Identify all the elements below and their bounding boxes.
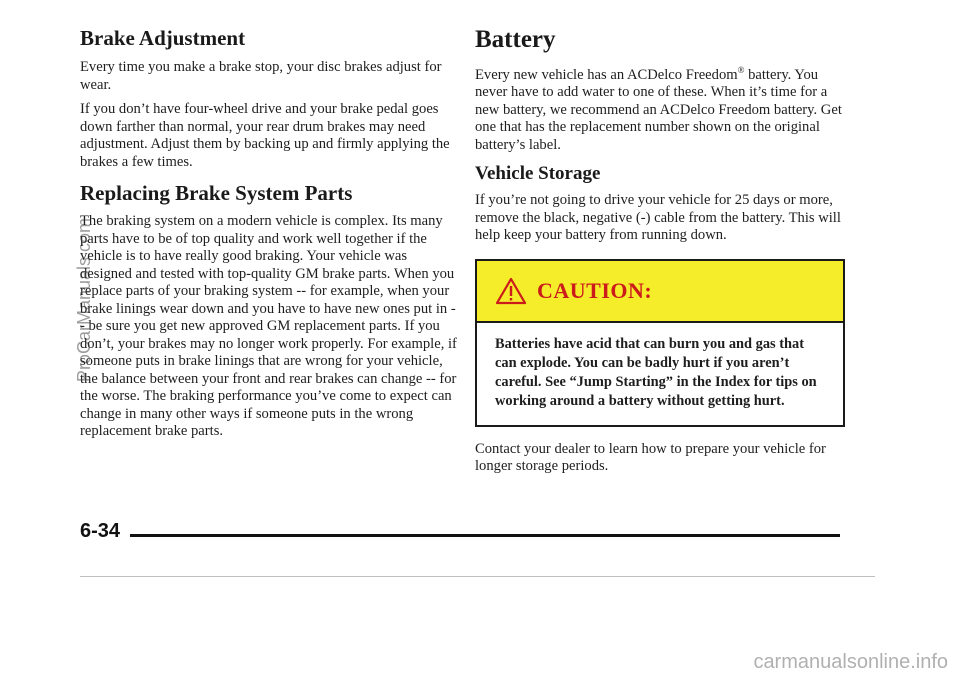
caution-title: CAUTION: (537, 277, 653, 303)
storage-dealer-paragraph: Contact your dealer to learn how to prepare your vehicle for longer storage periods. (475, 440, 826, 475)
footer-rule (130, 534, 840, 537)
caution-text: Batteries have acid that can burn you and gas that can explode. You can be badly hurt if you aren’t careful. See “Jump Starting” in the Index for tips on working around a battery without getting hurt. (495, 335, 817, 409)
caution-header (477, 261, 843, 323)
brake-adjustment-heading: Brake Adjustment (80, 26, 246, 50)
page-number: 6-34 (80, 520, 121, 542)
bottom-watermark: carmanualsonline.info (753, 651, 948, 673)
page-footer (80, 520, 840, 550)
side-watermark (74, 218, 92, 458)
battery-paragraph (475, 62, 847, 154)
battery-text-start: Every new vehicle has an ACDelco Freedom (475, 66, 738, 83)
brake-adjustment-paragraph-2: If you don’t have four-wheel drive and your brake pedal goes down farther than normal, your rear drum brakes may need adjustment. Adjust them by backing up and firmly applying the brakes a few times. (80, 101, 450, 170)
battery-heading: Battery (475, 26, 556, 53)
vehicle-storage-heading: Vehicle Storage (475, 163, 601, 185)
side-watermark-text: ProCarManuals.com (74, 218, 94, 383)
registered-mark: ® (737, 65, 745, 75)
battery-text-end: battery. You never have to add water to one of these. When it’s time for a new battery, we recommend an ACDelco Freedom battery. Get one that has the replacement number shown on the original battery’s label. (475, 66, 842, 153)
brake-adjustment-paragraph-1: Every time you make a brake stop, your disc brakes adjust for wear. (80, 59, 442, 93)
left-column (80, 26, 458, 448)
caution-box (475, 259, 845, 427)
vehicle-storage-paragraph: If you’re not going to drive your vehicle for 25 days or more, remove the black, negative (-) cable from the battery. This will help keep your battery from running down. (475, 192, 841, 244)
replacing-parts-heading: Replacing Brake System Parts (80, 181, 353, 205)
right-column (475, 26, 847, 483)
replacing-parts-paragraph: The braking system on a modern vehicle is complex. Its many parts have to be of top quality and work well together if the vehicle is to have really good braking. Your vehicle was designed and tested with top-quality GM brake parts. When you replace parts of your braking system -- for example, when your brake linings wear down and you have to have new ones put in -- be sure you get new approved GM replacement parts. If you don’t, your brakes may no longer work properly. For example, if someone puts in brake linings that are wrong for your vehicle, the balance between your front and rear brakes can change -- for the worse. The braking performance you’ve come to expect can change in many other ways if someone puts in the wrong replacement brake parts. (80, 213, 457, 439)
warning-triangle-icon (495, 277, 527, 305)
bottom-divider (80, 576, 875, 577)
